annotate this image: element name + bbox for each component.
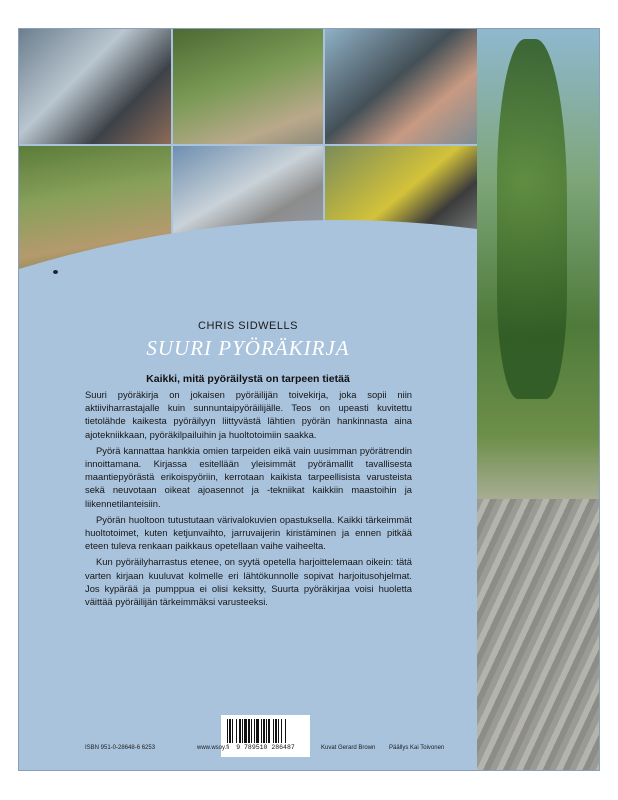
blurb-heading: Kaikki, mitä pyöräilystä on tarpeen tietää: [146, 373, 350, 385]
blurb-paragraph: Pyörän huoltoon tutustutaan värivalokuvien opastuksella. Kaikki tärkeimmät huoltotoimet, kuten ketjunvaihto, jarruvaijerin kiristäminen ja ennen pitkää eteen tuleva renkaan paikkaus opetellaan vaihe vaiheelta.: [85, 513, 412, 552]
photo-credit: Kuvat Gerard Brown: [321, 745, 376, 751]
blurb-paragraph: Suuri pyöräkirja on jokaisen pyöräilijän toivekirja, joka sopii niin aktiiviharrastajalle kuin sunnuntaipyöräilijälle. Teos on upeasti kuvitettu tietolähde kaikesta pyöräilyyn liittyvästä lähtien pyörän hankinnasta aina ajotekniikkaan, pyöräkilpailuihin ja huoltotoimiin saakka.: [85, 389, 412, 440]
photo-collage: [19, 29, 477, 269]
barcode: [221, 715, 310, 757]
photo-mountain-biker: [173, 29, 323, 144]
book-back-cover: [19, 29, 599, 770]
tree-image: [497, 39, 567, 399]
cover-speck: [53, 270, 58, 274]
photo-hands-brake-repair: [19, 29, 171, 144]
author-name: CHRIS SIDWELLS: [198, 320, 298, 332]
roadside-photo-strip: [477, 29, 599, 770]
barcode-bars: [227, 719, 304, 743]
publisher-url: www.wsoy.fi: [197, 745, 230, 751]
photo-derailleur-adjustment: [325, 29, 477, 144]
cover-credit: Päällys Kai Toivonen: [389, 745, 445, 751]
curve-divider: [19, 209, 477, 289]
blurb-body: [85, 388, 412, 611]
blurb-paragraph: Pyörä kannattaa hankkia omien tarpeiden eikä vain uusimman pyörätrendin innoittamana. Kirjassa esitellään yleisimmät pyörämallit tavallisesta maantiepyörästä erikoispyöriin, kerrotaan kaikista tarpeellisista varusteista sekä neuvotaan oikeat ajoasennot ja -tekniikat kaikkiin maastoihin ja liikennetilanteisiin.: [85, 444, 412, 509]
road-blur-image: [477, 499, 599, 770]
isbn-text: ISBN 951-0-28648-6 6253: [85, 745, 156, 751]
blurb-paragraph: Kun pyöräilyharrastus etenee, on syytä opetella harjoittelemaan oikein: tätä varten kirjaan kuuluvat kolmelle eri lähtökunnolle sopivat harjoitusohjelmat. Jos kypärää ja pumppua ei olisi keksitty, Suurta pyöräkirjaa voisi huoletta väittää pyöräilijän tärkeimmäksi varusteeksi.: [85, 556, 412, 608]
barcode-number: 9 789510 286487: [236, 744, 295, 751]
book-title: SUURI PYÖRÄKIRJA: [146, 336, 350, 360]
